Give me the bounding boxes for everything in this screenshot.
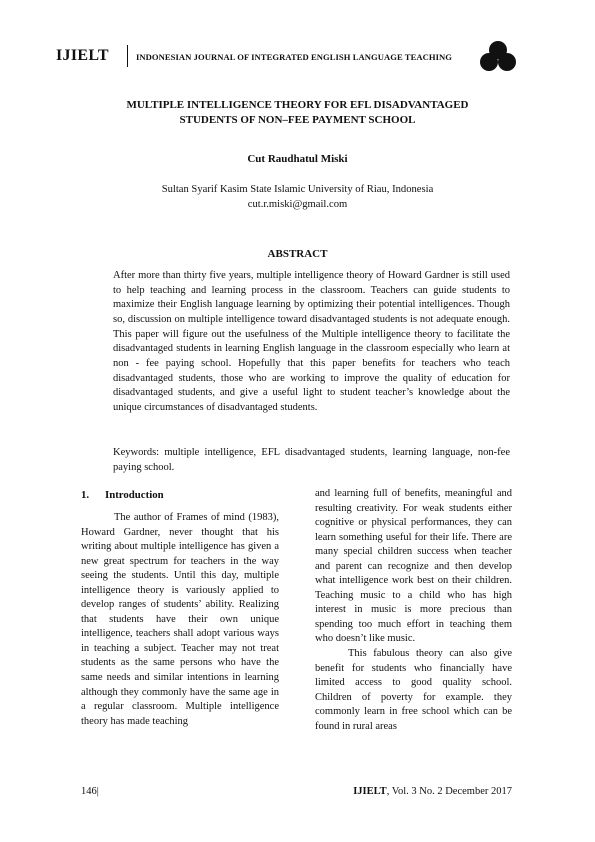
header-divider — [127, 45, 128, 67]
section-title: Introduction — [105, 489, 164, 501]
paper-title-line-2: STUDENTS OF NON–FEE PAYMENT SCHOOL — [179, 114, 416, 126]
paper-title — [70, 98, 525, 128]
author-name: Cut Raudhatul Miski — [247, 153, 348, 165]
journal-abbreviation: IJIELT — [56, 47, 109, 64]
section-heading-introduction — [81, 489, 164, 501]
footer-journal-abbr: IJIELT — [353, 786, 387, 797]
keywords: Keywords: multiple intelligence, EFL disadvantaged students, learning language, non-fee paying school. — [113, 447, 510, 473]
journal-logo-icon — [479, 40, 517, 72]
abstract-text: After more than thirty five years, multiple intelligence theory of Howard Gardner is still used to help teaching and learning process in the classroom. Teachers can guide students to maximize their English language learning by optimizing their potential intelligences. Though so, discussion on multiple intelligence toward disadvantaged students is not adequate enough. This paper will figure out the usefulness of the Multiple intelligence theory to facilitate the disadvantaged students in learning English language in the classroom especially who learn at non - fee paying school. Hopefully that this paper benefits for teachers who teach disadvantaged students, those who are working to improve the quality of education for disadvantaged students, and give a useful light to student teacher’s knowledge about the unique circumstances of disadvantaged students. — [113, 270, 510, 413]
section-number: 1. — [81, 489, 90, 501]
intro-paragraph-1-continued: and learning full of benefits, meaningful and resulting creativity. For weak students either cognitive or physical performances, they can learn something useful for their life. There are many special children success when teacher and parent can recognize and then develop what intelligence work best on their children. Teaching music to a child who has high interest in music is more precious than spending too much effort in teaching them who doesn’t like music. — [315, 488, 512, 645]
footer-volume-info: , Vol. 3 No. 2 December 2017 — [386, 786, 512, 797]
author-affiliation: Sultan Syarif Kasim State Islamic University of Riau, Indonesia — [161, 184, 434, 195]
right-column — [315, 487, 512, 734]
author-affiliation-block — [70, 182, 525, 212]
footer-citation — [353, 786, 512, 797]
intro-paragraph-2: This fabulous theory can also give benefit for students who financially have limited access to good quality school. Children of poverty for example. they commonly learn in free school which can be found in rural areas — [315, 648, 512, 732]
journal-name: INDONESIAN JOURNAL OF INTEGRATED ENGLISH LANGUAGE TEACHING — [136, 52, 452, 62]
author-email: cut.r.miski@gmail.com — [247, 199, 348, 210]
paper-title-line-1: MULTIPLE INTELLIGENCE THEORY FOR EFL DISADVANTAGED — [126, 99, 469, 111]
intro-paragraph-1: The author of Frames of mind (1983), Howard Gardner, never thought that his writing about multiple intelligence has given a new great spectrum for teachers in the way seeing the students. Until this day, multiple intelligence theory is variously applied to develop ranges of students’ ability. Realizing that students have their own unique intelligence, teachers shall adopt various ways in teaching a subject. Teacher may not treat students as the same persons who have the same needs and similar intentions in learning although they commonly have the same age in a regular classroom. Multiple intelligence theory has made teaching — [81, 512, 279, 727]
page-number: 146| — [81, 786, 99, 797]
left-column — [81, 511, 279, 729]
abstract-heading: ABSTRACT — [267, 248, 328, 260]
